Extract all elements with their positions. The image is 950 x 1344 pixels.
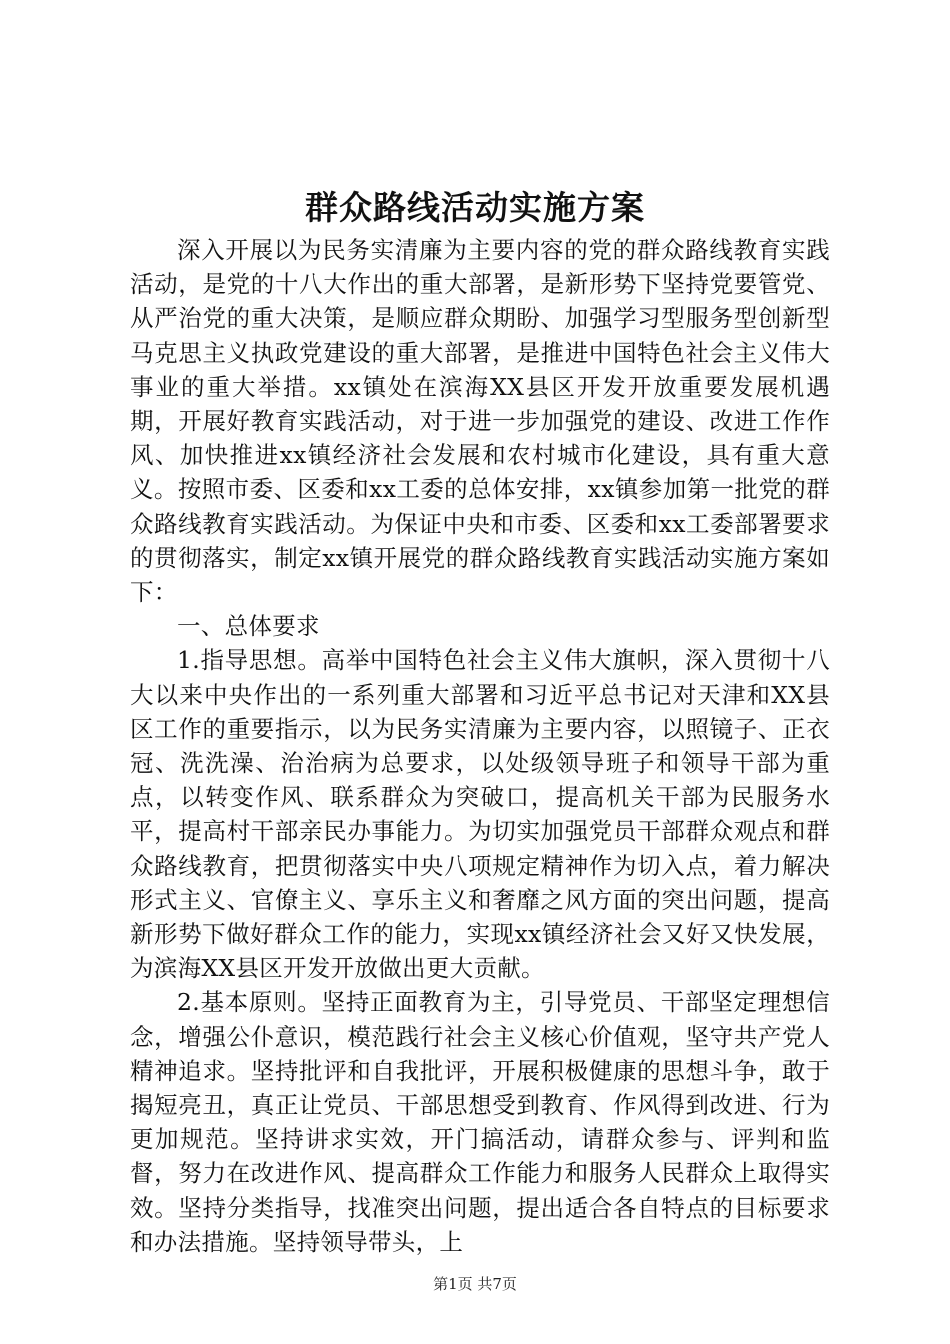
paragraph-guiding-ideology: 1.指导思想。高举中国特色社会主义伟大旗帜，深入贯彻十八大以来中央作出的一系列重大部署和习近平总书记对天津和XX县区工作的重要指示，以为民务实清廉为主要内容，以照镜子、正衣冠、洗洗澡、治治病为总要求，以处级领导班子和领导干部为重点，以转变作风、联系群众为突破口，提高机关干部为民服务水平，提高村干部亲民办事能力。为切实加强党员干部群众观点和群众路线教育，把贯彻落实中央八项规定精神作为切入点，着力解决形式主义、官僚主义、享乐主义和奢靡之风方面的突出问题，提高新形势下做好群众工作的能力，实现xx镇经济社会又好又快发展，为滨海XX县区开发开放做出更大贡献。 bbox=[130, 646, 830, 983]
paragraph-basic-principles: 2.基本原则。坚持正面教育为主，引导党员、干部坚定理想信念，增强公仆意识，模范践行社会主义核心价值观，坚守共产党人精神追求。坚持批评和自我批评，开展积极健康的思想斗争，敢于揭短亮丑，真正让党员、干部思想受到教育、作风得到改进、行为更加规范。坚持讲求实效，开门搞活动，请群众参与、评判和监督，努力在改进作风、提高群众工作能力和服务人民群众上取得实效。坚持分类指导，找准突出问题，提出适合各自特点的目标要求和办法措施。坚持领导带头，上 bbox=[130, 988, 830, 1256]
section-heading-general-requirements: 一、总体要求 bbox=[177, 612, 320, 641]
paragraph-intro: 深入开展以为民务实清廉为主要内容的党的群众路线教育实践活动，是党的十八大作出的重大部署，是新形势下坚持党要管党、从严治党的重大决策，是顺应群众期盼、加强学习型服务型创新型马克思主义执政党建设的重大部署，是推进中国特色社会主义伟大事业的重大举措。xx镇处在滨海XX县区开发开放重要发展机遇期，开展好教育实践活动，对于进一步加强党的建设、改进工作作风、加快推进xx镇经济社会发展和农村城市化建设，具有重大意义。按照市委、区委和xx工委的总体安排，xx镇参加第一批党的群众路线教育实践活动。为保证中央和市委、区委和xx工委部署要求的贯彻落实，制定xx镇开展党的群众路线教育实践活动实施方案如下： bbox=[130, 236, 830, 607]
page-number-footer: 第1页 共7页 bbox=[433, 1275, 517, 1293]
document-body bbox=[130, 233, 830, 1259]
document-title: 群众路线活动实施方案 bbox=[305, 188, 645, 227]
